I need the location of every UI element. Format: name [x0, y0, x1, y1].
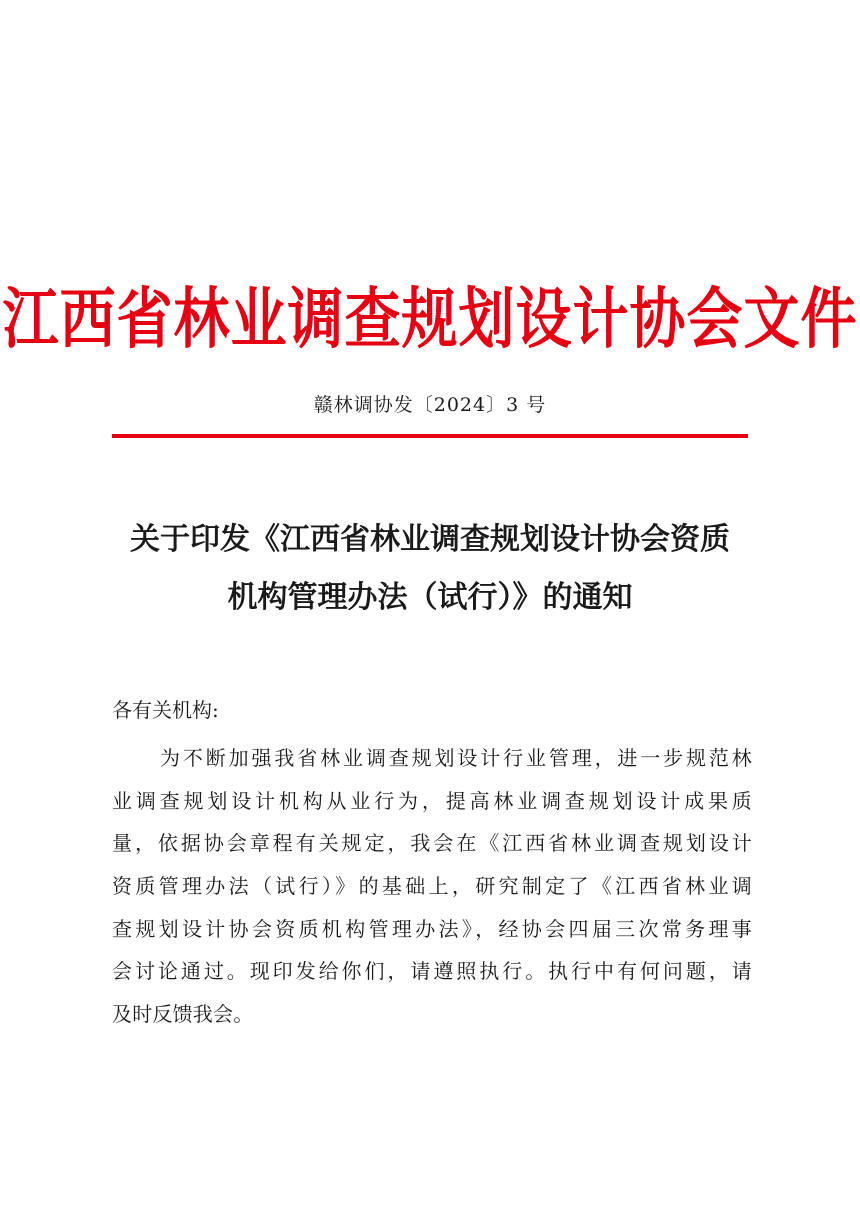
body-line: 会讨论通过。现印发给你们，请遵照执行。执行中有何问题，请 — [112, 959, 752, 984]
body-line: 及时反馈我会。 — [112, 1002, 254, 1027]
notice-title — [100, 511, 760, 627]
body-line: 为不断加强我省林业调查规划设计行业管理，进一步规范林 — [160, 746, 752, 770]
body-line: 业调查规划设计机构从业行为，提高林业调查规划设计成果质 — [112, 788, 752, 813]
salutation: 各有关机构: — [112, 698, 219, 722]
body-line: 量，依据协会章程有关规定，我会在《江西省林业调查规划设计 — [112, 831, 752, 856]
document-number: 赣林调协发〔2024〕3 号 — [313, 394, 547, 416]
notice-title-line-1: 关于印发《江西省林业调查规划设计协会资质 — [130, 522, 730, 557]
header-divider-rule — [112, 434, 748, 438]
document-header-title: 江西省林业调查规划设计协会文件 — [2, 280, 858, 359]
body-line: 资质管理办法（试行）》的基础上，研究制定了《江西省林业调 — [112, 874, 752, 899]
body-line: 查规划设计协会资质机构管理办法》，经协会四届三次常务理事 — [112, 916, 752, 941]
body-paragraph — [112, 740, 752, 1039]
notice-title-line-2: 机构管理办法（试行）》的通知 — [227, 580, 633, 615]
